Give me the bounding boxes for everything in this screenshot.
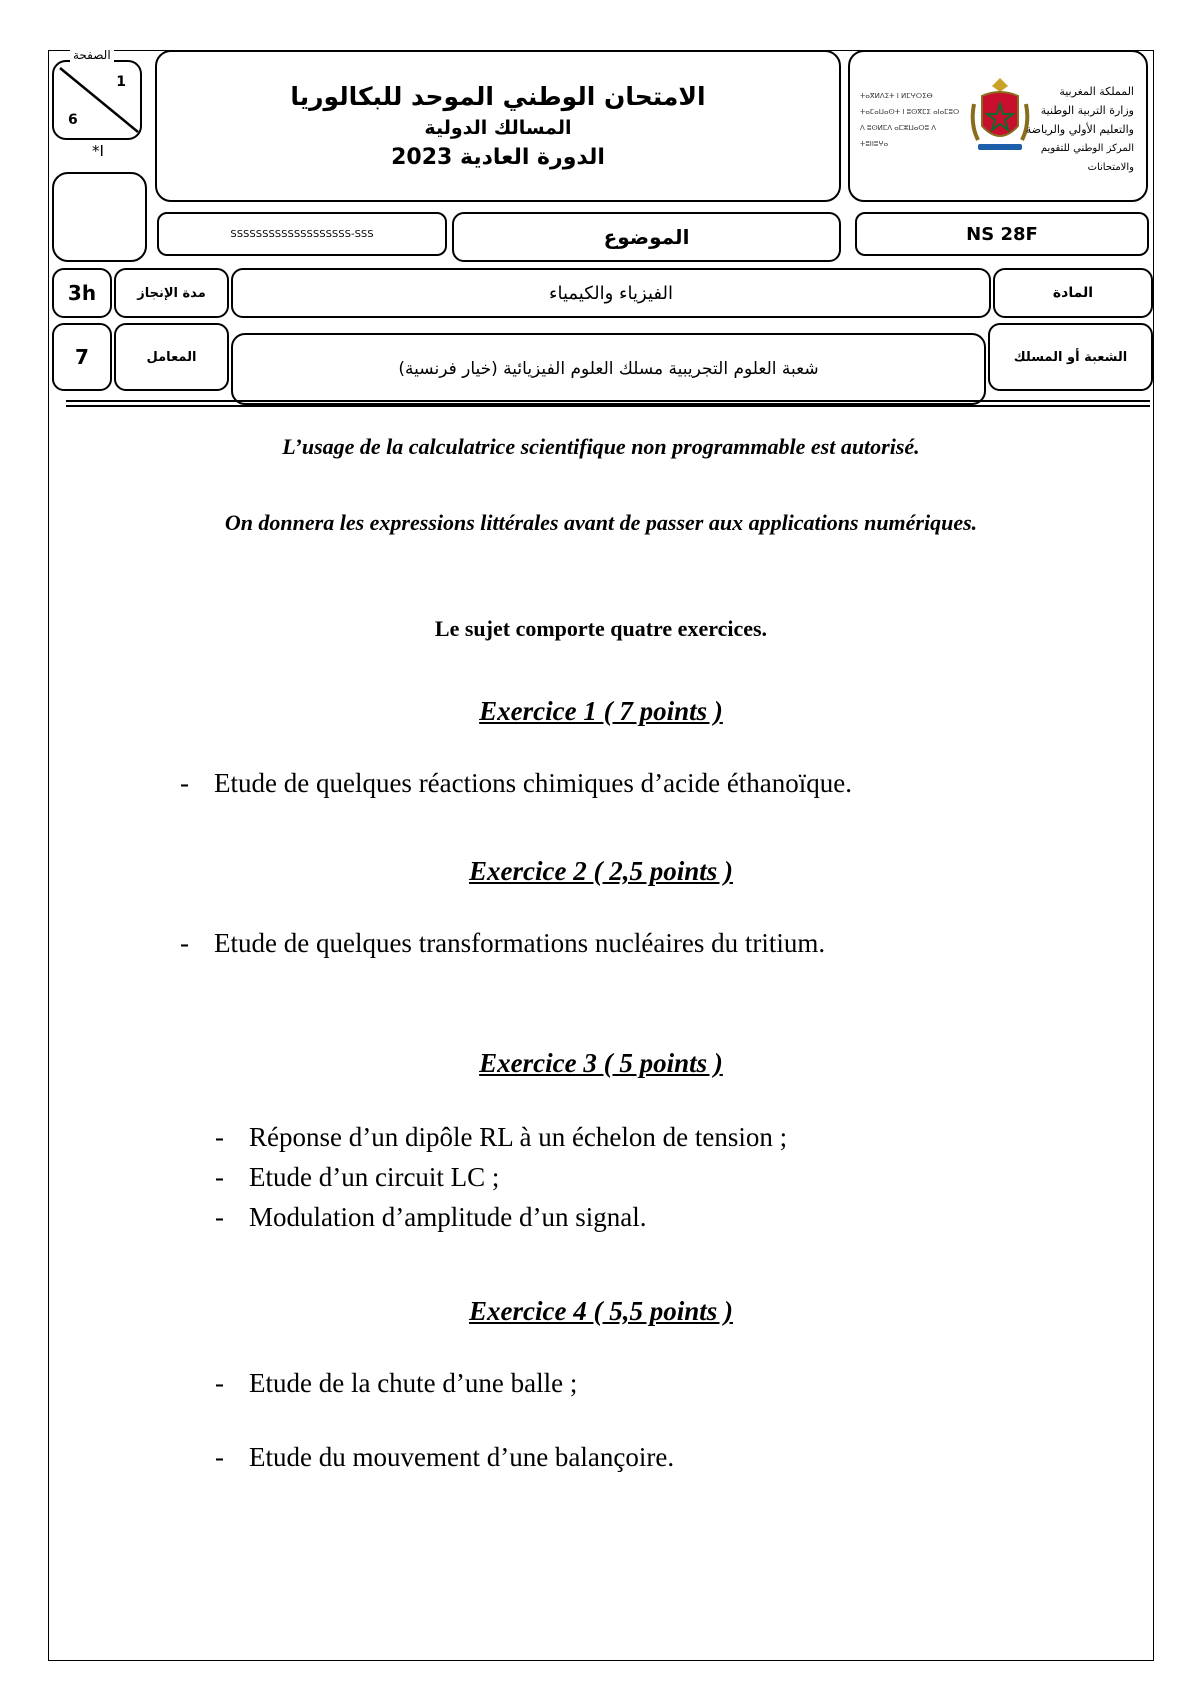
branch-label: الشعبة أو المسلك bbox=[1013, 349, 1128, 365]
exam-code-box bbox=[855, 212, 1149, 256]
exercise-2-item-1: - Etude de quelques transformations nucléaires du tritium. bbox=[180, 928, 826, 958]
page-mark: *I bbox=[92, 142, 104, 160]
page-total: 6 bbox=[68, 112, 78, 128]
exercise-1-item-1: - Etude de quelques réactions chimiques d’acide éthanoïque. bbox=[180, 768, 853, 798]
separator-line-bottom bbox=[66, 405, 1150, 407]
duration-value: 3h bbox=[67, 281, 97, 305]
duration-label: مدة الإنجاز bbox=[137, 285, 206, 301]
subject-label: الموضوع bbox=[603, 225, 690, 249]
subject-field-label: المادة bbox=[1052, 285, 1094, 301]
exam-session: الدورة العادية 2023 bbox=[391, 145, 605, 170]
bullet-dash: - bbox=[215, 1162, 224, 1192]
exercise-4-title: Exercice 4 ( 5,5 points ) bbox=[469, 1296, 733, 1326]
page-diagonal-line bbox=[54, 62, 140, 138]
duration-value-box bbox=[52, 268, 112, 318]
coefficient-label: المعامل bbox=[146, 349, 197, 365]
expressions-instruction: On donnera les expressions littérales avant de passer aux applications numériques. bbox=[224, 510, 978, 535]
exercise-3-item-2: - Etude d’un circuit LC ; bbox=[215, 1162, 500, 1192]
duration-label-box bbox=[114, 268, 229, 318]
page-number: 1 bbox=[116, 74, 126, 90]
separator-line-top bbox=[66, 400, 1150, 402]
subject-field-label-box bbox=[993, 268, 1153, 318]
exercise-3-title: Exercice 3 ( 5 points ) bbox=[479, 1048, 723, 1078]
subject-label-box bbox=[452, 212, 841, 262]
exercise-1-title: Exercice 1 ( 7 points ) bbox=[479, 696, 723, 726]
exercise-3-item-3: - Modulation d’amplitude d’un signal. bbox=[215, 1202, 647, 1232]
exercise-3-item-1: - Réponse d’un dipôle RL à un échelon de tension ; bbox=[215, 1122, 788, 1152]
exercise-2-title: Exercice 2 ( 2,5 points ) bbox=[469, 856, 733, 886]
branch-name-box bbox=[231, 333, 986, 405]
exercise-4-item-1: - Etude de la chute d’une balle ; bbox=[215, 1368, 578, 1398]
institution-tifinagh: ⵜⴰⴳⵍⴷⵉⵜ ⵏ ⵍⵎⵖⵔⵉⴱ ⵜⴰⵎⴰⵡⴰⵙⵜ ⵏ ⵓⵙⴳⵎⵉ ⴰⵏⴰⵎⵓⵔ ⴷ ⵓⵙⵍⵎⴷ ⴰⵎⵣⵡⴰⵔⵓ ⴷ ⵜⵓⵏⵏⵓⵖⴰ bbox=[860, 92, 960, 148]
subject-name: الفيزياء والكيمياء bbox=[549, 282, 673, 304]
bullet-dash: - bbox=[215, 1442, 224, 1472]
institution-box bbox=[848, 50, 1148, 202]
coefficient-value: 7 bbox=[75, 345, 89, 369]
bullet-dash: - bbox=[180, 928, 189, 958]
exam-code: NS 28F bbox=[966, 223, 1038, 245]
code-strip: SSSSSSSSSSSSSSSSSSS-SSS bbox=[230, 228, 374, 240]
institution-arabic: المملكة المغربية وزارة التربية الوطنية والتعليم الأولي والرياضة المركز الوطني للتقويم والامتحانات bbox=[1025, 85, 1134, 173]
exam-title: الامتحان الوطني الموحد للبكالوريا bbox=[290, 82, 706, 111]
exercise-count: Le sujet comporte quatre exercices. bbox=[434, 616, 768, 641]
coefficient-label-box bbox=[114, 323, 229, 391]
bullet-dash: - bbox=[180, 768, 189, 798]
page-label: الصفحة bbox=[70, 48, 114, 62]
exam-track: المسالك الدولية bbox=[424, 117, 572, 139]
page-number-box bbox=[52, 60, 142, 140]
bullet-dash: - bbox=[215, 1202, 224, 1232]
subject-name-box bbox=[231, 268, 991, 318]
calculator-instruction: L’usage de la calculatrice scientifique non programmable est autorisé. bbox=[282, 434, 920, 459]
exam-title-box bbox=[155, 50, 841, 202]
branch-label-box bbox=[988, 323, 1153, 391]
code-strip-box bbox=[157, 212, 447, 256]
empty-corner-box bbox=[52, 172, 147, 262]
branch-name: شعبة العلوم التجريبية مسلك العلوم الفيزيائية (خيار فرنسية) bbox=[398, 359, 819, 379]
exercise-4-item-2: - Etude du mouvement d’une balançoire. bbox=[215, 1442, 675, 1472]
bullet-dash: - bbox=[215, 1122, 224, 1152]
coefficient-value-box bbox=[52, 323, 112, 391]
bullet-dash: - bbox=[215, 1368, 224, 1398]
